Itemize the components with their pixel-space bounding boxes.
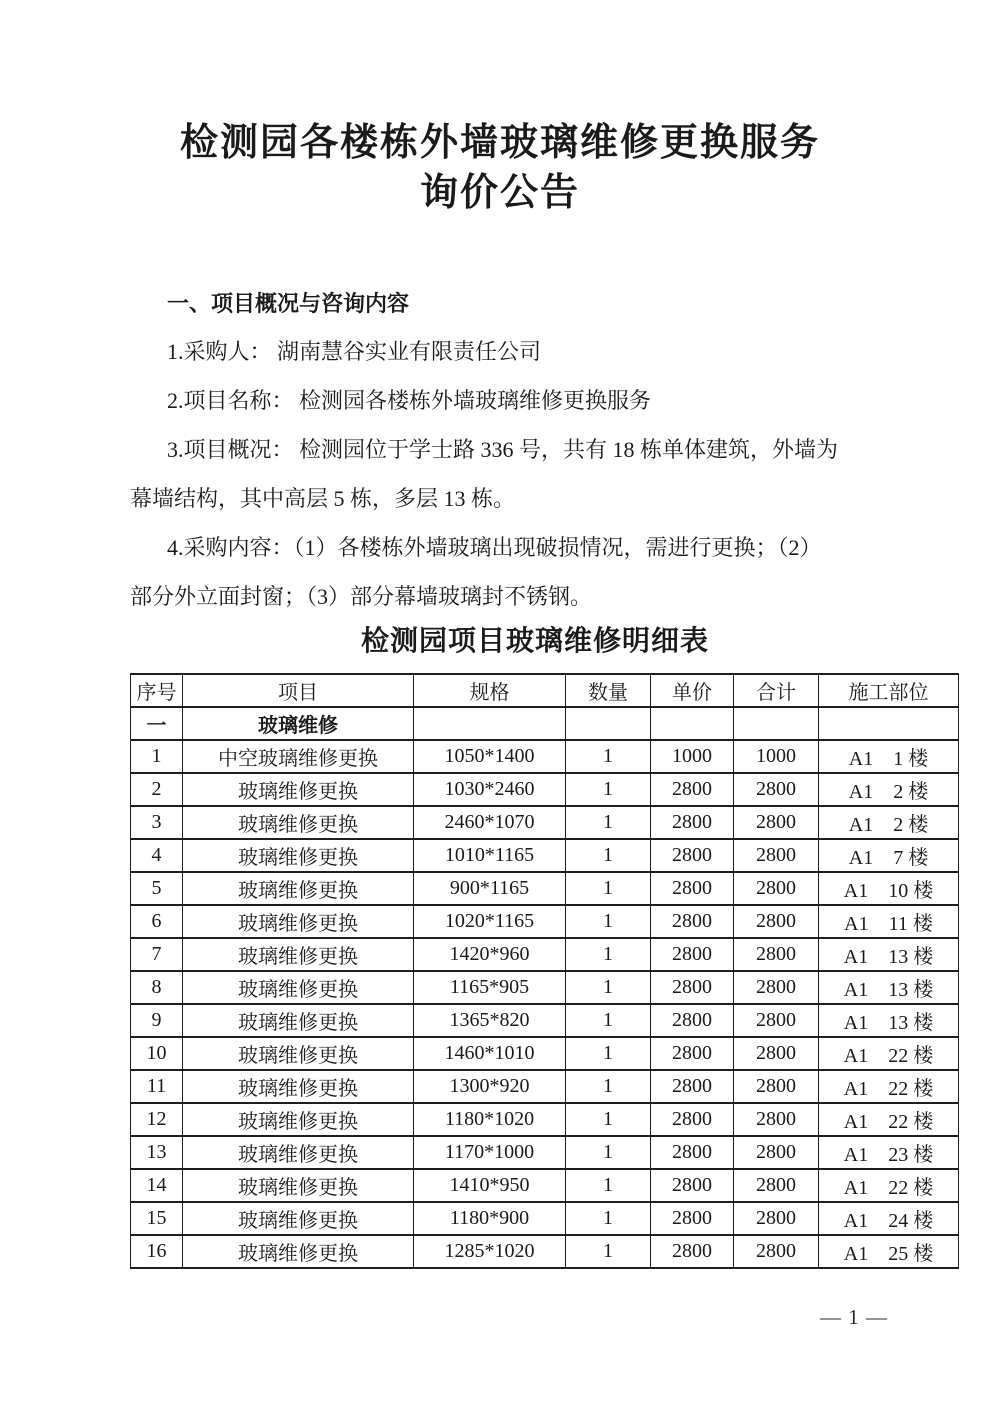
cell-quantity: 1 bbox=[566, 806, 651, 839]
table-row bbox=[131, 971, 959, 1004]
cell-spec: 1460*1010 bbox=[414, 1037, 566, 1070]
cell-quantity: 1 bbox=[566, 905, 651, 938]
cell-quantity: 1 bbox=[566, 1235, 651, 1268]
cell-spec: 1010*1165 bbox=[414, 839, 566, 872]
cell-location: A1 2 楼 bbox=[819, 773, 959, 806]
cell-item: 玻璃维修更换 bbox=[183, 1136, 414, 1169]
cell-spec: 1020*1165 bbox=[414, 905, 566, 938]
cell-item: 玻璃维修更换 bbox=[183, 1235, 414, 1268]
table-row bbox=[131, 1004, 959, 1037]
cell-unit-price: 2800 bbox=[651, 773, 734, 806]
table-row bbox=[131, 872, 959, 905]
table-row bbox=[131, 938, 959, 971]
cell-total: 2800 bbox=[734, 971, 819, 1004]
cell-total: 2800 bbox=[734, 1169, 819, 1202]
table-body bbox=[131, 707, 959, 1268]
section-heading: 一、项目概况与咨询内容 bbox=[167, 291, 410, 316]
cell-empty bbox=[734, 707, 819, 740]
cell-index: 14 bbox=[131, 1169, 183, 1202]
para-project-name: 2.项目名称： 检测园各楼栋外墙玻璃维修更换服务 bbox=[167, 388, 652, 413]
cell-total: 2800 bbox=[734, 1070, 819, 1103]
cell-spec: 1050*1400 bbox=[414, 740, 566, 773]
cell-index: 2 bbox=[131, 773, 183, 806]
cell-spec: 2460*1070 bbox=[414, 806, 566, 839]
page-number: — 1 — bbox=[820, 1305, 888, 1329]
cell-unit-price: 2800 bbox=[651, 1103, 734, 1136]
cell-item: 玻璃维修更换 bbox=[183, 839, 414, 872]
cell-total: 2800 bbox=[734, 1136, 819, 1169]
table-header-row bbox=[131, 674, 959, 707]
cell-index: 3 bbox=[131, 806, 183, 839]
cell-unit-price: 2800 bbox=[651, 1037, 734, 1070]
cell-item: 玻璃维修更换 bbox=[183, 1004, 414, 1037]
cell-item: 玻璃维修更换 bbox=[183, 938, 414, 971]
cell-empty bbox=[819, 707, 959, 740]
cell-quantity: 1 bbox=[566, 839, 651, 872]
cell-spec: 1300*920 bbox=[414, 1070, 566, 1103]
cell-quantity: 1 bbox=[566, 1004, 651, 1037]
cell-index: 6 bbox=[131, 905, 183, 938]
cell-index: 4 bbox=[131, 839, 183, 872]
cell-spec: 1180*900 bbox=[414, 1202, 566, 1235]
cell-quantity: 1 bbox=[566, 1070, 651, 1103]
cell-section-item: 玻璃维修 bbox=[183, 707, 414, 740]
cell-location: A1 10 楼 bbox=[819, 872, 959, 905]
header-total: 合计 bbox=[734, 674, 819, 707]
cell-total: 1000 bbox=[734, 740, 819, 773]
cell-index: 1 bbox=[131, 740, 183, 773]
document-title-line1: 检测园各楼栋外墙玻璃维修更换服务 bbox=[179, 122, 820, 164]
header-quantity: 数量 bbox=[566, 674, 651, 707]
cell-spec: 1410*950 bbox=[414, 1169, 566, 1202]
cell-unit-price: 2800 bbox=[651, 839, 734, 872]
cell-total: 2800 bbox=[734, 839, 819, 872]
cell-total: 2800 bbox=[734, 773, 819, 806]
cell-unit-price: 2800 bbox=[651, 1004, 734, 1037]
cell-quantity: 1 bbox=[566, 1037, 651, 1070]
cell-spec: 900*1165 bbox=[414, 872, 566, 905]
table-row bbox=[131, 1136, 959, 1169]
cell-location: A1 24 楼 bbox=[819, 1202, 959, 1235]
cell-spec: 1285*1020 bbox=[414, 1235, 566, 1268]
table-title: 检测园项目玻璃维修明细表 bbox=[360, 626, 709, 657]
cell-spec: 1365*820 bbox=[414, 1004, 566, 1037]
cell-unit-price: 2800 bbox=[651, 1136, 734, 1169]
table-row bbox=[131, 1070, 959, 1103]
table-row bbox=[131, 839, 959, 872]
cell-unit-price: 2800 bbox=[651, 806, 734, 839]
para-procurement-content-line2: 部分外立面封窗；（3）部分幕墙玻璃封不锈钢。 bbox=[130, 584, 593, 609]
cell-empty bbox=[651, 707, 734, 740]
cell-quantity: 1 bbox=[566, 938, 651, 971]
cell-unit-price: 2800 bbox=[651, 1169, 734, 1202]
cell-unit-price: 2800 bbox=[651, 938, 734, 971]
cell-location: A1 11 楼 bbox=[819, 905, 959, 938]
cell-spec: 1030*2460 bbox=[414, 773, 566, 806]
cell-item: 玻璃维修更换 bbox=[183, 905, 414, 938]
cell-section-num: 一 bbox=[131, 707, 183, 740]
cell-location: A1 25 楼 bbox=[819, 1235, 959, 1268]
table-row bbox=[131, 1169, 959, 1202]
cell-index: 9 bbox=[131, 1004, 183, 1037]
cell-empty bbox=[414, 707, 566, 740]
cell-item: 玻璃维修更换 bbox=[183, 1070, 414, 1103]
cell-index: 13 bbox=[131, 1136, 183, 1169]
cell-index: 10 bbox=[131, 1037, 183, 1070]
cell-location: A1 22 楼 bbox=[819, 1169, 959, 1202]
document-title-line2: 询价公告 bbox=[419, 172, 580, 214]
table-row bbox=[131, 1202, 959, 1235]
cell-item: 玻璃维修更换 bbox=[183, 971, 414, 1004]
cell-location: A1 1 楼 bbox=[819, 740, 959, 773]
table-row bbox=[131, 1103, 959, 1136]
cell-quantity: 1 bbox=[566, 971, 651, 1004]
cell-unit-price: 2800 bbox=[651, 971, 734, 1004]
cell-quantity: 1 bbox=[566, 1103, 651, 1136]
table-row bbox=[131, 1235, 959, 1268]
cell-total: 2800 bbox=[734, 1235, 819, 1268]
cell-total: 2800 bbox=[734, 938, 819, 971]
cell-total: 2800 bbox=[734, 872, 819, 905]
cell-unit-price: 1000 bbox=[651, 740, 734, 773]
cell-index: 8 bbox=[131, 971, 183, 1004]
cell-unit-price: 2800 bbox=[651, 872, 734, 905]
cell-index: 15 bbox=[131, 1202, 183, 1235]
cell-location: A1 2 楼 bbox=[819, 806, 959, 839]
para-project-overview-line1: 3.项目概况： 检测园位于学士路 336 号，共有 18 栋单体建筑，外墙为 bbox=[167, 437, 839, 462]
cell-quantity: 1 bbox=[566, 1169, 651, 1202]
header-spec: 规格 bbox=[414, 674, 566, 707]
cell-spec: 1165*905 bbox=[414, 971, 566, 1004]
cell-total: 2800 bbox=[734, 1037, 819, 1070]
para-project-overview-line2: 幕墙结构，其中高层 5 栋，多层 13 栋。 bbox=[130, 486, 516, 511]
header-item: 项目 bbox=[183, 674, 414, 707]
cell-total: 2800 bbox=[734, 1004, 819, 1037]
cell-total: 2800 bbox=[734, 806, 819, 839]
table-row bbox=[131, 740, 959, 773]
cell-item: 玻璃维修更换 bbox=[183, 1037, 414, 1070]
table-row bbox=[131, 806, 959, 839]
cell-item: 玻璃维修更换 bbox=[183, 1169, 414, 1202]
cell-quantity: 1 bbox=[566, 740, 651, 773]
cell-index: 5 bbox=[131, 872, 183, 905]
cell-location: A1 7 楼 bbox=[819, 839, 959, 872]
table-row bbox=[131, 1037, 959, 1070]
para-purchaser: 1.采购人： 湖南慧谷实业有限责任公司 bbox=[167, 339, 542, 364]
cell-index: 16 bbox=[131, 1235, 183, 1268]
cell-unit-price: 2800 bbox=[651, 1070, 734, 1103]
body-text bbox=[130, 327, 900, 621]
header-unit-price: 单价 bbox=[651, 674, 734, 707]
cell-location: A1 22 楼 bbox=[819, 1037, 959, 1070]
cell-index: 11 bbox=[131, 1070, 183, 1103]
cell-empty bbox=[566, 707, 651, 740]
cell-item: 玻璃维修更换 bbox=[183, 773, 414, 806]
cell-index: 7 bbox=[131, 938, 183, 971]
cell-item: 中空玻璃维修更换 bbox=[183, 740, 414, 773]
cell-item: 玻璃维修更换 bbox=[183, 1103, 414, 1136]
cell-index: 12 bbox=[131, 1103, 183, 1136]
glass-repair-detail-table bbox=[130, 673, 959, 1269]
cell-quantity: 1 bbox=[566, 872, 651, 905]
para-procurement-content-line1: 4.采购内容：（1）各楼栋外墙玻璃出现破损情况，需进行更换；（2） bbox=[167, 535, 822, 560]
cell-item: 玻璃维修更换 bbox=[183, 806, 414, 839]
cell-location: A1 22 楼 bbox=[819, 1070, 959, 1103]
header-location: 施工部位 bbox=[819, 674, 959, 707]
cell-unit-price: 2800 bbox=[651, 905, 734, 938]
cell-spec: 1180*1020 bbox=[414, 1103, 566, 1136]
cell-location: A1 13 楼 bbox=[819, 971, 959, 1004]
cell-location: A1 13 楼 bbox=[819, 1004, 959, 1037]
cell-location: A1 22 楼 bbox=[819, 1103, 959, 1136]
cell-unit-price: 2800 bbox=[651, 1202, 734, 1235]
header-index: 序号 bbox=[131, 674, 183, 707]
cell-quantity: 1 bbox=[566, 773, 651, 806]
cell-spec: 1420*960 bbox=[414, 938, 566, 971]
cell-total: 2800 bbox=[734, 1103, 819, 1136]
cell-quantity: 1 bbox=[566, 1202, 651, 1235]
cell-unit-price: 2800 bbox=[651, 1235, 734, 1268]
table-section-row bbox=[131, 707, 959, 740]
cell-total: 2800 bbox=[734, 905, 819, 938]
cell-total: 2800 bbox=[734, 1202, 819, 1235]
cell-spec: 1170*1000 bbox=[414, 1136, 566, 1169]
cell-item: 玻璃维修更换 bbox=[183, 1202, 414, 1235]
cell-item: 玻璃维修更换 bbox=[183, 872, 414, 905]
cell-quantity: 1 bbox=[566, 1136, 651, 1169]
table-row bbox=[131, 773, 959, 806]
cell-location: A1 23 楼 bbox=[819, 1136, 959, 1169]
cell-location: A1 13 楼 bbox=[819, 938, 959, 971]
table-row bbox=[131, 905, 959, 938]
document-title bbox=[0, 118, 1000, 218]
